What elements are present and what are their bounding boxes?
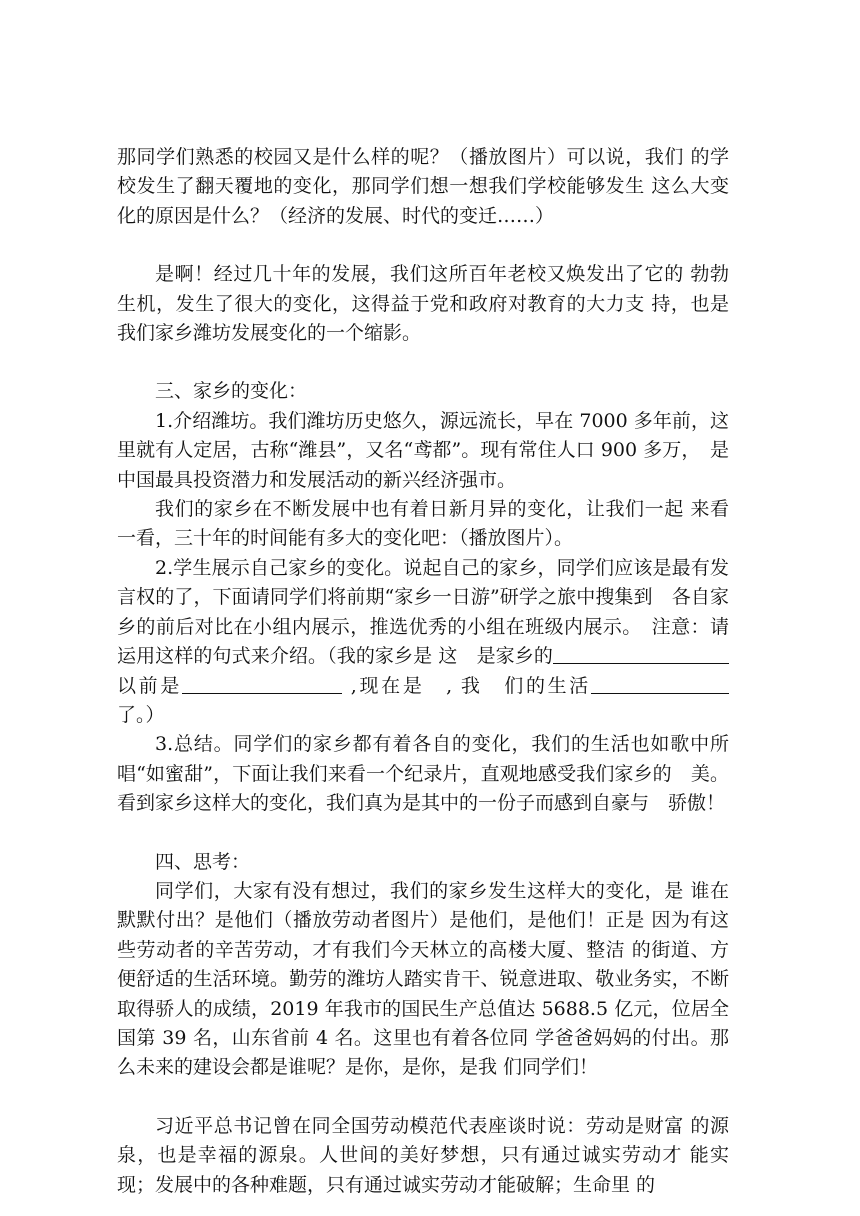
paragraph-introduce-weifang: 1.介绍潍坊。我们潍坊历史悠久，源远流长，早在 7000 多年前，这里就有人定居，古称“潍县”，又名“鸢都”。现有常住人口 900 多万， 是中国最具投资潜力和发展活动的新兴经济强市。 <box>117 409 729 491</box>
section-heading-hometown-change: 三、家乡的变化： <box>155 380 308 403</box>
fill-in-blank-2 <box>182 675 342 694</box>
document-page <box>117 143 729 1200</box>
paragraph-spacer <box>117 348 729 377</box>
paragraph-school-change: 那同学们熟悉的校园又是什么样的呢？（播放图片）可以说，我们 的学校发生了翻天覆地的变化，那同学们想一想我们学校能够发生 这么大变化的原因是什么？（经济的发展、时代的变迁……） <box>117 146 729 227</box>
showcase-text-now: ,现在是 , 我 们的生活 <box>350 674 591 697</box>
fill-in-blank-3 <box>591 675 729 694</box>
paragraph-workers: 同学们，大家有没有想过，我们的家乡发生这样大的变化，是 谁在默默付出？是他们（播放劳动者图片）是他们，是他们！正是 因为有这些劳动者的辛苦劳动，才有我们今天林立的高楼大厦、整洁 的街道、方便舒适的生活环境。勤劳的潍坊人踏实肯干、锐意进取、敬业务实，不断取得骄人的成绩，2019 年我市的国民生产总值达 5688.5 亿元，位居全国第 39 名，山东省前 4 名。这里也有着各位同 学爸爸妈妈的付出。那么未来的建设会都是谁呢？是你，是你，是我 们同学们！ <box>117 879 729 1079</box>
paragraph-spacer <box>117 819 729 848</box>
paragraph-xi-quote: 习近平总书记曾在同全国劳动模范代表座谈时说：劳动是财富 的源泉，也是幸福的源泉。人世间的美好梦想，只有通过诚实劳动才 能实现；发展中的各种难题，只有通过诚实劳动才能破解；生命里 的 <box>117 1114 729 1196</box>
paragraph-spacer <box>117 231 729 260</box>
paragraph-spacer <box>117 1083 729 1112</box>
showcase-text: 2.学生展示自己家乡的变化。说起自己的家乡，同学们应该是最有发言权的了，下面请同学们将前期“家乡一日游”研学之旅中搜集到 各自家乡的前后对比在小组内展示，推选优秀的小组在班级内展示。 注意：请运用这样的句式来介绍。（我的家乡是 这 是家乡的 <box>117 556 729 668</box>
paragraph-summary: 3.总结。同学们的家乡都有着各自的变化，我们的生活也如歌中所唱“如蜜甜”，下面让我们来看一个纪录片，直观地感受我们家乡的 美。看到家乡这样大的变化，我们真为是其中的一份子而感到自豪与 骄傲！ <box>117 733 729 815</box>
fill-in-blank-1 <box>553 645 729 664</box>
section-heading-reflection: 四、思考： <box>155 850 251 873</box>
paragraph-hometown-development: 我们的家乡在不断发展中也有着日新月异的变化，让我们一起 来看一看，三十年的时间能有多大的变化吧：（播放图片）。 <box>117 498 729 550</box>
showcase-text-before: 以前是 <box>117 674 183 697</box>
showcase-text-end: 了。） <box>117 703 165 726</box>
paragraph-school-revival: 是啊！经过几十年的发展，我们这所百年老校又焕发出了它的 勃勃生机，发生了很大的变化，这得益于党和政府对教育的大力支 持，也是我们家乡潍坊发展变化的一个缩影。 <box>117 263 729 345</box>
paragraph-student-showcase <box>117 554 729 730</box>
